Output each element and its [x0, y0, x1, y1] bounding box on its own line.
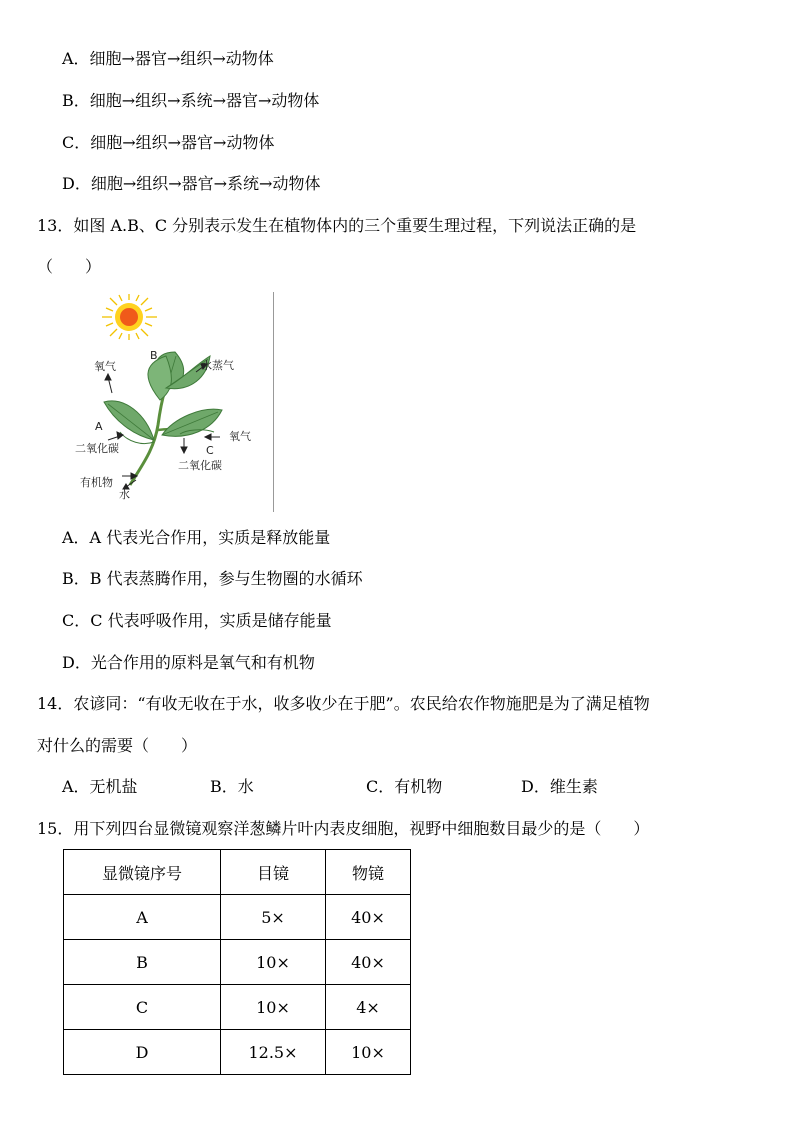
q14-option-a: A．无机盐 [62, 777, 138, 796]
label-c: C [206, 444, 214, 457]
q13-option-b: B．B 代表蒸腾作用，参与生物圈的水循环 [62, 569, 363, 588]
q13-answer-paren: （ ） [37, 257, 102, 276]
cell-number: A [64, 895, 221, 940]
header-objective: 物镜 [326, 850, 411, 895]
label-water: 水 [119, 488, 130, 501]
q13-option-d: D．光合作用的原料是氧气和有机物 [62, 653, 315, 672]
q12-option-a: A．细胞→器官→组织→动物体 [62, 49, 274, 68]
cell-objective: 40× [326, 895, 411, 940]
table-row [64, 940, 411, 985]
label-b: B [150, 349, 158, 362]
table-row [64, 1030, 411, 1075]
label-water-vapor: 水蒸气 [201, 359, 234, 372]
label-oxygen-c: 氧气 [229, 430, 251, 443]
q15-stem: 15．用下列四台显微镜观察洋葱鳞片叶内表皮细胞，视野中细胞数目最少的是（ ） [37, 819, 650, 838]
cell-number: D [64, 1030, 221, 1075]
label-oxygen-a: 氧气 [94, 360, 116, 373]
label-co2-c: 二氧化碳 [178, 459, 222, 472]
q14-options [0, 777, 794, 797]
cell-objective: 4× [326, 985, 411, 1030]
cell-number: B [64, 940, 221, 985]
q14-stem-line2: 对什么的需要（ ） [37, 736, 198, 755]
cell-objective: 40× [326, 940, 411, 985]
q14-option-c: C．有机物 [366, 777, 443, 796]
q13-option-c: C．C 代表呼吸作用，实质是储存能量 [62, 611, 332, 630]
table-header-row [64, 850, 411, 895]
table-row [64, 895, 411, 940]
cell-eyepiece: 12.5× [221, 1030, 326, 1075]
label-co2-a: 二氧化碳 [75, 442, 119, 455]
q14-stem-line1: 14．农谚同：“有收无收在于水，收多收少在于肥”。农民给农作物施肥是为了满足植物 [37, 694, 650, 713]
q12-option-c: C．细胞→组织→器官→动物体 [62, 133, 275, 152]
header-microscope-number: 显微镜序号 [64, 850, 221, 895]
microscope-table [63, 849, 411, 1075]
q12-option-b: B．细胞→组织→系统→器官→动物体 [62, 91, 320, 110]
q14-option-b: B．水 [210, 777, 254, 796]
cell-eyepiece: 10× [221, 940, 326, 985]
q13-stem: 13．如图 A.B、C 分别表示发生在植物体内的三个重要生理过程，下列说法正确的是 [37, 216, 637, 235]
q14-option-d: D．维生素 [521, 777, 598, 796]
cell-number: C [64, 985, 221, 1030]
header-eyepiece: 目镜 [221, 850, 326, 895]
cell-eyepiece: 5× [221, 895, 326, 940]
plant-process-diagram [62, 290, 277, 515]
cell-objective: 10× [326, 1030, 411, 1075]
sun-icon [102, 294, 157, 340]
table-row [64, 985, 411, 1030]
q12-option-d: D．细胞→组织→器官→系统→动物体 [62, 174, 321, 193]
label-organic-matter: 有机物 [80, 476, 113, 489]
cell-eyepiece: 10× [221, 985, 326, 1030]
plant-illustration [62, 290, 277, 515]
label-a: A [95, 420, 103, 433]
q13-option-a: A．A 代表光合作用，实质是释放能量 [62, 528, 331, 547]
